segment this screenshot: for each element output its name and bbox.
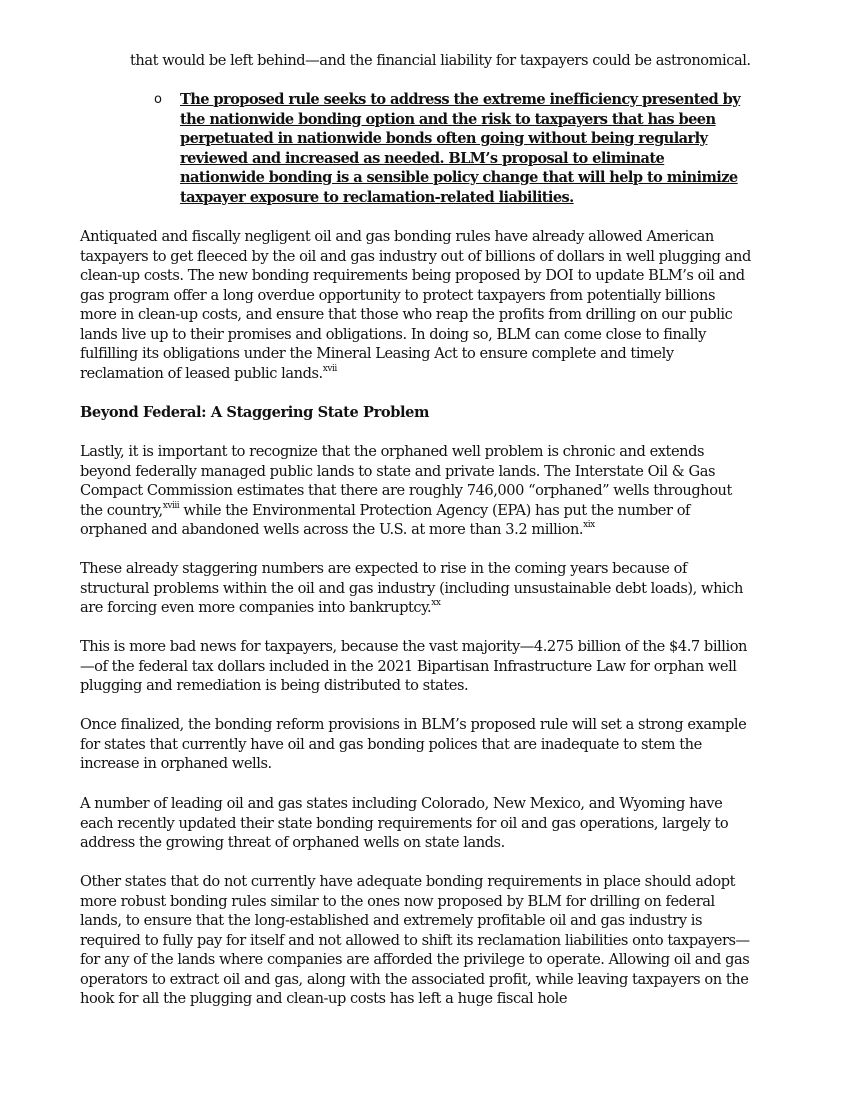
hollow-bullet-icon: o: [154, 92, 162, 107]
body-paragraph-bonding-rules: [80, 227, 752, 383]
body-paragraph-other-states: Other states that do not currently have adequate bonding requirements in place should adopt more robust bonding rules similar to the ones now proposed by BLM for drilling on federal lands, to ensure that the long-established and extremely profitable oil and gas industry is required to fully pay for itself and not allowed to shift its reclamation liabilities onto taxpayers—for any of the lands where companies are afforded the privilege to operate. Allowing oil and gas operators to extract oil and gas, along with the associated profit, while leaving taxpayers on the hook for all the plugging and clean-up costs has left a huge fiscal hole: [80, 873, 750, 1007]
body-paragraph-rising-numbers: [80, 559, 752, 618]
paragraph-text: Lastly, it is important to recognize that the orphaned well problem is chronic and extends beyond federally managed public lands to state and private lands. The Interstate Oil & Gas Compact Commission estimates that there are roughly 746,000 “orphaned” wells throughout the country,: [80, 443, 732, 519]
footnote-marker: xx: [431, 598, 441, 609]
continuation-paragraph: that would be left behind—and the financial liability for taxpayers could be astronomical.: [130, 52, 751, 69]
paragraph-text: while the Environmental Protection Agency (EPA) has put the number of orphaned and abandoned wells across the U.S. at more than 3.2 million.: [80, 501, 690, 538]
body-paragraph-orphaned-wells: [80, 442, 752, 540]
paragraph-text: These already staggering numbers are expected to rise in the coming years because of structural problems within the oil and gas industry (including unsustainable debt loads), which are forcing even more companies into bankruptcy.: [80, 560, 743, 616]
bullet-text: The proposed rule seeks to address the extreme inefficiency presented by the nationwide bonding option and the risk to taxpayers that has been perpetuated in nationwide bonds often going without being regularly reviewed and increased as needed. BLM’s proposal to eliminate nationwide bonding is a sensible policy change that will help to minimize taxpayer exposure to reclamation-related liabilities.: [180, 91, 741, 206]
body-paragraph-finalized: Once finalized, the bonding reform provisions in BLM’s proposed rule will set a strong example for states that currently have oil and gas bonding polices that are inadequate to stem the increase in orphaned wells.: [80, 716, 747, 772]
paragraph-text: Antiquated and fiscally negligent oil and gas bonding rules have already allowed American taxpayers to get fleeced by the oil and gas industry out of billions of dollars in well plugging and clean-up costs. The new bonding requirements being proposed by DOI to update BLM’s oil and gas program offer a long overdue opportunity to protect taxpayers from potentially billions more in clean-up costs, and ensure that those who reap the profits from drilling on our public lands live up to their promises and obligations. In doing so, BLM can come close to finally fulfilling its obligations under the Mineral Leasing Act to ensure complete and timely reclamation of leased public lands.: [80, 228, 751, 382]
body-paragraph-bad-news: This is more bad news for taxpayers, because the vast majority—4.275 billion of the $4.7 billion—of the federal tax dollars included in the 2021 Bipartisan Infrastructure Law for orphan well plugging and remediation is being distributed to states.: [80, 638, 747, 694]
footnote-marker: xvii: [322, 363, 337, 374]
footnote-marker: xviii: [162, 500, 180, 511]
body-paragraph-leading-states: A number of leading oil and gas states including Colorado, New Mexico, and Wyoming have each recently updated their state bonding requirements for oil and gas operations, largely to address the growing threat of orphaned wells on state lands.: [80, 795, 729, 851]
section-heading: Beyond Federal: A Staggering State Problem: [80, 404, 430, 421]
footnote-marker: xix: [583, 520, 595, 531]
